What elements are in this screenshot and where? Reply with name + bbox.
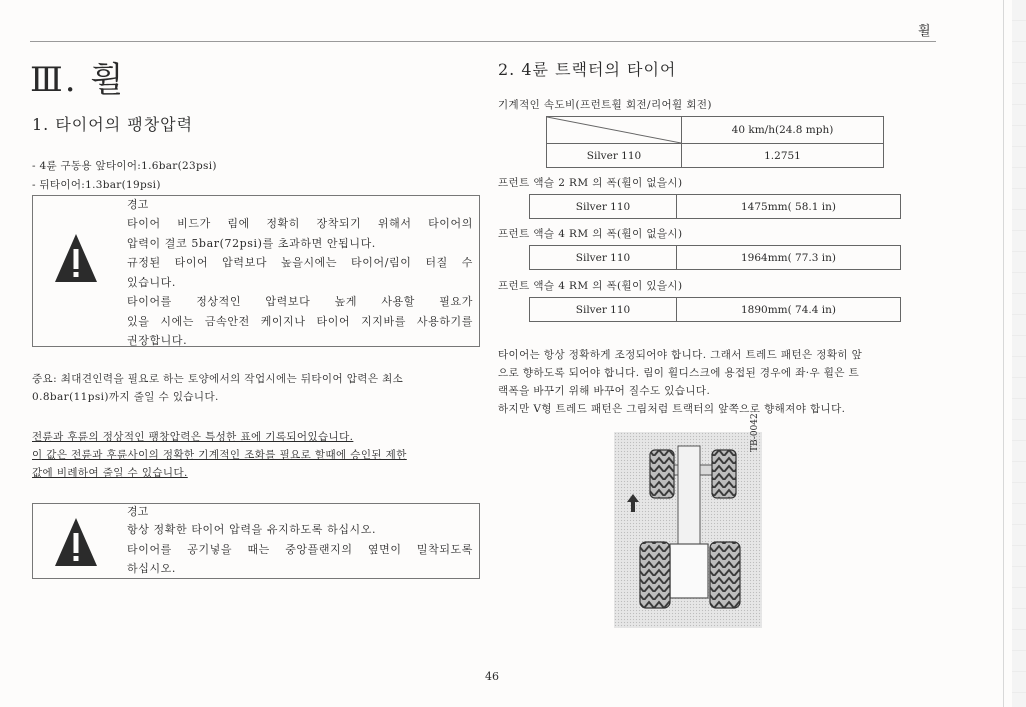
warning-1-line: 있습니다. [127, 275, 177, 289]
bullet-rear-tire: - 뒤타이어:1.3bar(19psi) [32, 179, 161, 191]
page-edge [1003, 0, 1004, 707]
width-1-model: Silver 110 [530, 195, 677, 219]
alignment-paragraph [498, 346, 938, 418]
underlined-line: 값에 비례하여 줄일 수 있습니다. [32, 467, 188, 479]
warning-1-line: 압력이 결코 5bar(72psi)를 초과하면 안됩니다. [127, 236, 376, 250]
width-3-model: Silver 110 [530, 298, 677, 322]
width-caption-2: 프런트 액슬 4 RM 의 폭(휠이 없을시) [498, 228, 683, 240]
page-number: 46 [485, 670, 499, 683]
warning-2-line: 항상 정확한 타이어 압력을 유지하도록 하십시오. [127, 523, 377, 536]
underlined-line: 전륜과 후륜의 정상적인 팽창압력은 특성한 표에 기록되어있습니다. [32, 431, 354, 443]
width-table-3 [529, 297, 901, 322]
figure-code: TB-0042 [750, 413, 760, 452]
bullet-front-tire: - 4륜 구동용 앞타이어:1.6bar(23psi) [32, 160, 217, 172]
underlined-note [32, 428, 482, 482]
paragraph-line: 타이어는 항상 정확하게 조정되어야 합니다. 그래서 트레드 패턴은 정확히 앞 [498, 349, 863, 361]
tractor-topview-illustration [614, 432, 762, 628]
important-line: 중요: 최대견인력을 필요로 하는 토양에서의 작업시에는 뒤타이어 압력은 최소 [32, 373, 404, 385]
speed-ratio-table [546, 116, 884, 168]
page-edge-shadow [1012, 0, 1026, 707]
warning-2-body [127, 520, 473, 579]
width-table-2 [529, 245, 901, 270]
warning-1-body [127, 214, 473, 351]
tractor-tread-figure [614, 413, 762, 628]
section-2-title: 2. 4륜 트랙터의 타이어 [498, 60, 677, 79]
width-caption-3: 프런트 액슬 4 RM 의 폭(휠이 있을시) [498, 280, 683, 292]
header-section-word: 휠 [918, 24, 931, 39]
paragraph-line: 랙폭을 바꾸기 위해 바꾸어 질수도 있습니다. [498, 385, 711, 397]
paragraph-line: 하지만 V형 트레드 패턴은 그림처럼 트랙터의 앞쪽으로 향해져야 합니다. [498, 403, 846, 415]
width-1-value: 1475mm( 58.1 in) [677, 195, 901, 219]
warning-box-1 [32, 195, 480, 347]
speed-header-value: 40 km/h(24.8 mph) [682, 117, 884, 144]
section-1-title: 1. 타이어의 팽창압력 [32, 115, 194, 134]
header-rule [30, 41, 936, 42]
warning-1-head: 경고 [127, 198, 149, 211]
warning-2-head: 경고 [127, 505, 149, 518]
diagonal-header-cell [547, 117, 682, 144]
width-3-value: 1890mm( 74.4 in) [677, 298, 901, 322]
diagonal-line [547, 117, 681, 143]
width-table-1 [529, 194, 901, 219]
warning-box-2 [32, 503, 480, 579]
warning-1-line: 타이어 비드가 림에 정확히 장착되기 위해서 타이어의 [127, 217, 473, 230]
warning-1-line: 있을 시에는 금속안전 케이지나 타이어 지지바를 사용하기를 [127, 314, 473, 328]
warning-2-line: 하십시오. [127, 562, 177, 575]
warning-1-line: 권장합니다. [127, 334, 188, 347]
warning-2-line: 타이어를 공기넣을 때는 중앙플랜지의 옆면이 밀착되도록 [127, 542, 473, 556]
warning-1-line: 규정된 타이어 압력보다 높을시에는 타이어/림이 터질 수 [127, 256, 473, 269]
warning-triangle-icon [53, 232, 99, 284]
warning-triangle-icon [53, 516, 99, 568]
warning-1-line: 타이어를 정상적인 압력보다 높게 사용할 필요가 [127, 295, 473, 308]
speed-model: Silver 110 [547, 144, 682, 168]
width-2-model: Silver 110 [530, 246, 677, 270]
paragraph-line: 으로 향하도록 되어야 합니다. 림이 휠디스크에 용접된 경우에 좌·우 휠은 트 [498, 367, 860, 379]
chapter-title: Ⅲ. 휠 [30, 60, 126, 100]
width-caption-1: 프런트 액슬 2 RM 의 폭(휠이 없을시) [498, 177, 683, 189]
important-line: 0.8bar(11psi)까지 줄일 수 있습니다. [32, 391, 219, 403]
speed-ratio-caption: 기계적인 속도비(프런트휠 회전/리어휠 회전) [498, 99, 712, 111]
speed-ratio-value: 1.2751 [682, 144, 884, 168]
width-2-value: 1964mm( 77.3 in) [677, 246, 901, 270]
underlined-line: 이 값은 전륜과 후륜사이의 정확한 기계적인 조화를 필요로 할때에 승인된 제한 [32, 449, 407, 461]
important-note [32, 370, 482, 406]
